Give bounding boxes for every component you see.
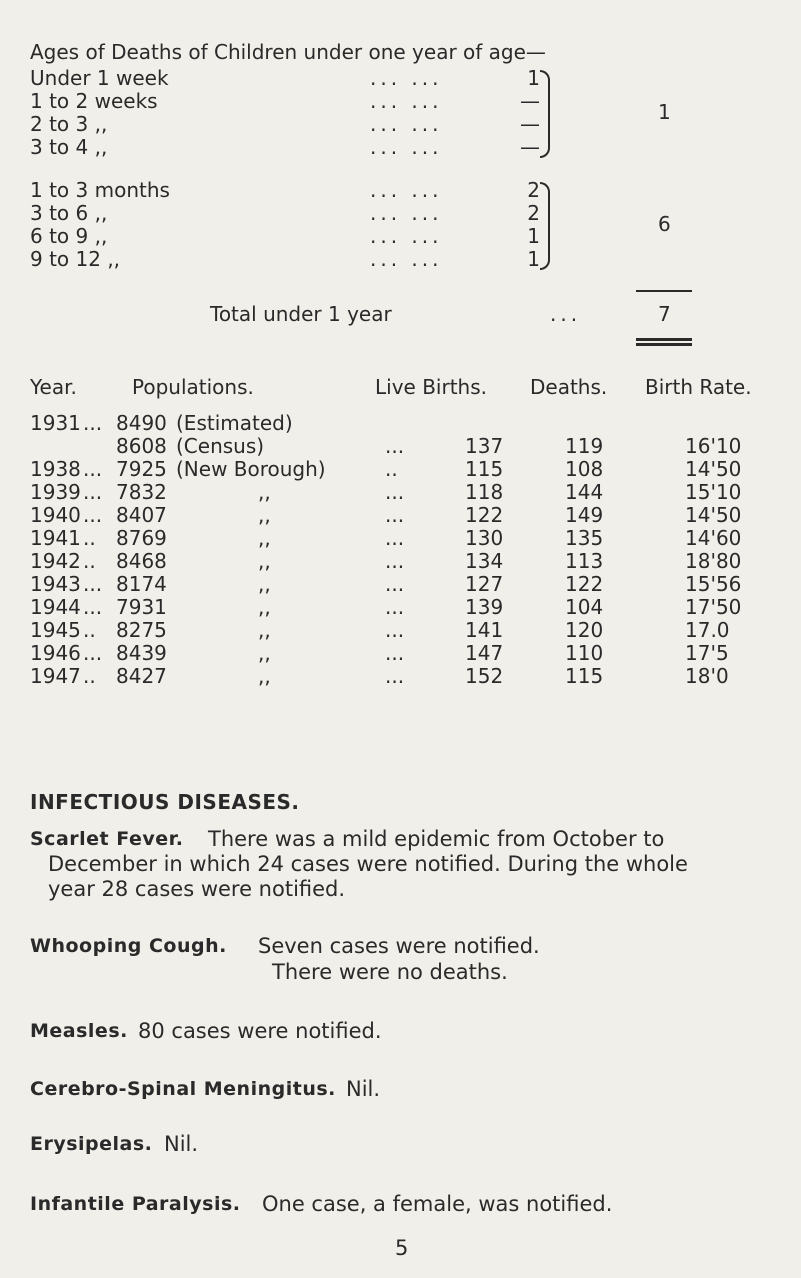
cell-births: 115 bbox=[465, 457, 504, 481]
whooping-text-2: There were no deaths. bbox=[272, 960, 508, 984]
cell-rate: 14'60 bbox=[685, 526, 742, 550]
cell-leader: .. bbox=[83, 549, 96, 573]
leader-dots: ... ... bbox=[370, 201, 443, 225]
cell-population: 8769 bbox=[116, 526, 167, 550]
ages-title: Ages of Deaths of Children under one year of age— bbox=[30, 40, 546, 64]
age-label: 2 to 3 ,, bbox=[30, 112, 108, 136]
cell-population: 8468 bbox=[116, 549, 167, 573]
cell-births: 137 bbox=[465, 434, 504, 458]
header-populations: Populations. bbox=[132, 375, 254, 399]
leader-dots: ... ... bbox=[370, 135, 443, 159]
cell-note: ,, bbox=[258, 641, 271, 665]
cell-leader: ... bbox=[83, 480, 103, 504]
section-heading: INFECTIOUS DISEASES. bbox=[30, 790, 300, 814]
cell-deaths: 104 bbox=[565, 595, 604, 619]
group-total: 1 bbox=[658, 100, 671, 124]
cerebro-text: Nil. bbox=[346, 1077, 381, 1101]
whooping-title: Whooping Cough. bbox=[30, 935, 227, 957]
cell-deaths: 149 bbox=[565, 503, 604, 527]
cell-births: 134 bbox=[465, 549, 504, 573]
cell-dots: ... bbox=[385, 480, 405, 504]
age-label: 1 to 3 months bbox=[30, 178, 170, 202]
cell-rate: 17'5 bbox=[685, 641, 729, 665]
cerebro-title: Cerebro-Spinal Meningitus. bbox=[30, 1078, 336, 1100]
cell-dots: ... bbox=[385, 434, 405, 458]
cell-leader: ... bbox=[83, 503, 103, 527]
scarlet-text-1: There was a mild epidemic from October to bbox=[208, 827, 665, 851]
cell-year: 1945 bbox=[30, 618, 81, 642]
sum-rule bbox=[636, 290, 692, 292]
cell-leader: .. bbox=[83, 618, 96, 642]
cell-population: 7832 bbox=[116, 480, 167, 504]
cell-note: ,, bbox=[258, 664, 271, 688]
group-brace bbox=[540, 70, 550, 158]
scarlet-text-2: December in which 24 cases were notified. During the whole bbox=[48, 852, 688, 876]
cell-population: 8427 bbox=[116, 664, 167, 688]
cell-population: 8439 bbox=[116, 641, 167, 665]
double-rule bbox=[636, 338, 692, 341]
cell-births: 139 bbox=[465, 595, 504, 619]
scarlet-title: Scarlet Fever. bbox=[30, 828, 184, 850]
cell-population: 8275 bbox=[116, 618, 167, 642]
age-value: — bbox=[520, 135, 540, 159]
header-live-births: Live Births. bbox=[375, 375, 487, 399]
cell-rate: 15'56 bbox=[685, 572, 742, 596]
leader-dots: ... ... bbox=[370, 89, 443, 113]
cell-leader: .. bbox=[83, 664, 96, 688]
age-value: 1 bbox=[527, 224, 540, 248]
age-value: 2 bbox=[527, 201, 540, 225]
cell-deaths: 108 bbox=[565, 457, 604, 481]
cell-leader: .. bbox=[83, 526, 96, 550]
cell-population: 8608 bbox=[116, 434, 167, 458]
age-value: — bbox=[520, 89, 540, 113]
cell-note: ,, bbox=[258, 526, 271, 550]
age-value: 1 bbox=[527, 66, 540, 90]
cell-deaths: 113 bbox=[565, 549, 604, 573]
cell-note: (Census) bbox=[176, 434, 265, 458]
cell-dots: ... bbox=[385, 595, 405, 619]
leader-dots: ... ... bbox=[370, 112, 443, 136]
cell-note: (Estimated) bbox=[176, 411, 293, 435]
cell-note: ,, bbox=[258, 503, 271, 527]
cell-deaths: 144 bbox=[565, 480, 604, 504]
total-label: Total under 1 year bbox=[210, 302, 392, 326]
cell-rate: 14'50 bbox=[685, 503, 742, 527]
measles-text: 80 cases were notified. bbox=[138, 1019, 382, 1043]
cell-leader: ... bbox=[83, 595, 103, 619]
cell-year: 1938 bbox=[30, 457, 81, 481]
cell-dots: ... bbox=[385, 641, 405, 665]
cell-leader: ... bbox=[83, 411, 103, 435]
cell-year: 1946 bbox=[30, 641, 81, 665]
cell-rate: 17'50 bbox=[685, 595, 742, 619]
cell-leader: ... bbox=[83, 641, 103, 665]
cell-dots: .. bbox=[385, 457, 398, 481]
cell-rate: 18'80 bbox=[685, 549, 742, 573]
cell-births: 118 bbox=[465, 480, 504, 504]
header-deaths: Deaths. bbox=[530, 375, 608, 399]
cell-population: 8407 bbox=[116, 503, 167, 527]
cell-deaths: 135 bbox=[565, 526, 604, 550]
age-label: 6 to 9 ,, bbox=[30, 224, 108, 248]
cell-rate: 15'10 bbox=[685, 480, 742, 504]
group-total: 6 bbox=[658, 212, 671, 236]
header-year: Year. bbox=[30, 375, 77, 399]
cell-births: 152 bbox=[465, 664, 504, 688]
cell-note: ,, bbox=[258, 549, 271, 573]
leader-dots: ... ... bbox=[370, 66, 443, 90]
cell-year: 1947 bbox=[30, 664, 81, 688]
measles-title: Measles. bbox=[30, 1020, 128, 1042]
cell-rate: 14'50 bbox=[685, 457, 742, 481]
cell-deaths: 119 bbox=[565, 434, 604, 458]
leader-dots: ... ... bbox=[370, 178, 443, 202]
infantile-text: One case, a female, was notified. bbox=[262, 1192, 613, 1216]
double-rule bbox=[636, 343, 692, 346]
cell-note: ,, bbox=[258, 480, 271, 504]
cell-leader: ... bbox=[83, 457, 103, 481]
erysipelas-text: Nil. bbox=[164, 1132, 199, 1156]
cell-note: ,, bbox=[258, 595, 271, 619]
total-value: 7 bbox=[658, 302, 671, 326]
cell-deaths: 110 bbox=[565, 641, 604, 665]
cell-year: 1939 bbox=[30, 480, 81, 504]
age-label: Under 1 week bbox=[30, 66, 169, 90]
cell-leader: ... bbox=[83, 572, 103, 596]
cell-dots: ... bbox=[385, 618, 405, 642]
cell-population: 8174 bbox=[116, 572, 167, 596]
age-value: 1 bbox=[527, 247, 540, 271]
cell-year: 1943 bbox=[30, 572, 81, 596]
group-brace bbox=[540, 182, 550, 270]
header-birth-rate: Birth Rate. bbox=[645, 375, 752, 399]
cell-rate: 17.0 bbox=[685, 618, 730, 642]
cell-deaths: 120 bbox=[565, 618, 604, 642]
cell-population: 8490 bbox=[116, 411, 167, 435]
cell-population: 7925 bbox=[116, 457, 167, 481]
cell-year: 1940 bbox=[30, 503, 81, 527]
age-value: 2 bbox=[527, 178, 540, 202]
age-label: 1 to 2 weeks bbox=[30, 89, 158, 113]
cell-year: 1931 bbox=[30, 411, 81, 435]
cell-population: 7931 bbox=[116, 595, 167, 619]
age-label: 9 to 12 ,, bbox=[30, 247, 121, 271]
leader-dots: ... bbox=[550, 302, 582, 326]
cell-dots: ... bbox=[385, 526, 405, 550]
cell-births: 122 bbox=[465, 503, 504, 527]
age-label: 3 to 6 ,, bbox=[30, 201, 108, 225]
cell-births: 141 bbox=[465, 618, 504, 642]
cell-note: (New Borough) bbox=[176, 457, 326, 481]
cell-births: 130 bbox=[465, 526, 504, 550]
age-value: — bbox=[520, 112, 540, 136]
cell-dots: ... bbox=[385, 503, 405, 527]
cell-year: 1942 bbox=[30, 549, 81, 573]
age-label: 3 to 4 ,, bbox=[30, 135, 108, 159]
cell-year: 1944 bbox=[30, 595, 81, 619]
scarlet-text-3: year 28 cases were notified. bbox=[48, 877, 346, 901]
page-number: 5 bbox=[395, 1236, 409, 1260]
leader-dots: ... ... bbox=[370, 247, 443, 271]
cell-dots: ... bbox=[385, 549, 405, 573]
erysipelas-title: Erysipelas. bbox=[30, 1133, 153, 1155]
cell-deaths: 115 bbox=[565, 664, 604, 688]
cell-rate: 18'0 bbox=[685, 664, 729, 688]
whooping-text-1: Seven cases were notified. bbox=[258, 934, 540, 958]
cell-dots: ... bbox=[385, 664, 405, 688]
cell-dots: ... bbox=[385, 572, 405, 596]
cell-births: 147 bbox=[465, 641, 504, 665]
leader-dots: ... ... bbox=[370, 224, 443, 248]
infantile-title: Infantile Paralysis. bbox=[30, 1193, 241, 1215]
cell-births: 127 bbox=[465, 572, 504, 596]
cell-year: 1941 bbox=[30, 526, 81, 550]
cell-deaths: 122 bbox=[565, 572, 604, 596]
cell-note: ,, bbox=[258, 572, 271, 596]
cell-rate: 16'10 bbox=[685, 434, 742, 458]
cell-note: ,, bbox=[258, 618, 271, 642]
